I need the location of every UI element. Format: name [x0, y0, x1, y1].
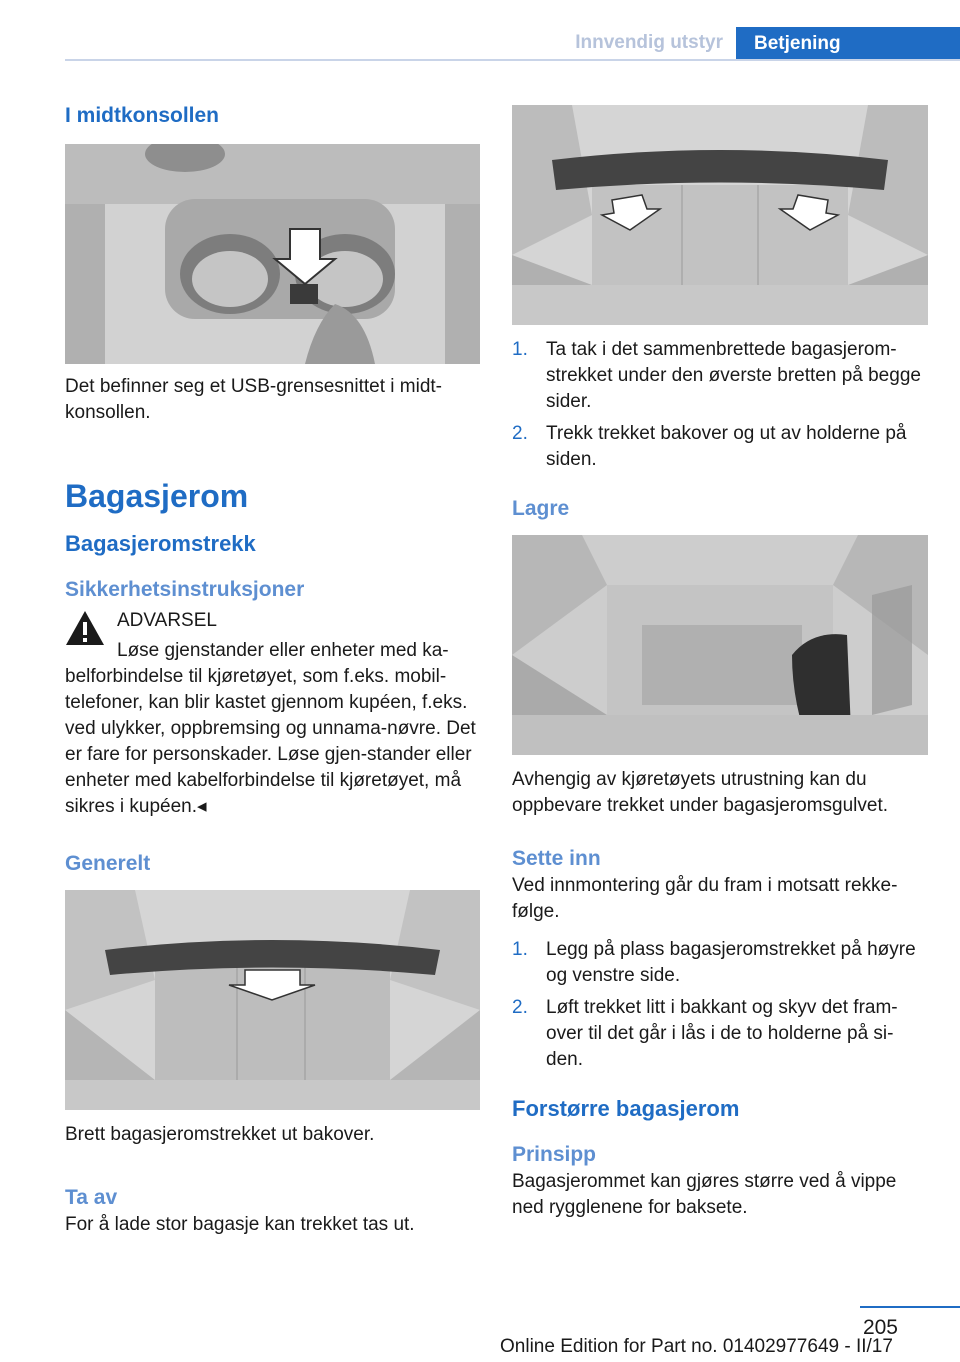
sette-inn-text: Ved innmontering går du fram i motsatt rekke-følge.	[512, 875, 898, 922]
usb-description: Det befinner seg et USB-grensesnittet i midt-konsollen.	[65, 376, 443, 423]
step-text: Ta tak i det sammenbrettede bagasjerom-strekket under den øverste bretten på begge sider.	[546, 339, 921, 412]
bagasjeromstrekk-heading: Bagasjeromstrekk	[65, 531, 256, 556]
step-number: 1.	[512, 939, 528, 960]
generelt-text: Brett bagasjeromstrekket ut bakover.	[65, 1124, 375, 1145]
step-text: Løft trekket litt i bakkant og skyv det fram-over til det går i lås i de to holderne på si-den.	[546, 997, 898, 1070]
forstorre-heading: Forstørre bagasjerom	[512, 1096, 740, 1121]
prinsipp-heading: Prinsipp	[512, 1143, 597, 1166]
step-number: 2.	[512, 423, 528, 444]
warning-icon	[65, 610, 105, 646]
warning-text-first: Løse gjenstander eller enheter med ka-	[117, 640, 449, 661]
edition-note: Online Edition for Part no. 01402977649 - II/17	[500, 1336, 893, 1357]
lagre-heading: Lagre	[512, 497, 570, 520]
warning-block	[65, 608, 480, 820]
step-text: Trekk trekket bakover og ut av holderne på siden.	[546, 423, 907, 470]
cargo-cover-remove-image	[512, 105, 928, 325]
list-item	[512, 337, 928, 415]
header-rule	[65, 59, 960, 61]
console-usb-image	[65, 144, 480, 364]
lagre-text: Avhengig av kjøretøyets utrustning kan du oppbevare trekket under bagasjeromsgulvet.	[512, 769, 889, 816]
page-number: 205	[862, 1316, 898, 1339]
list-item	[512, 995, 928, 1073]
right-column	[512, 105, 928, 1221]
warning-text-rest: belforbindelse til kjøretøyet, som f.eks. mobil-telefoner, kan blir kastet gjennom kupéen, f.eks. ved ulykker, oppbremsing og unnama-nøvre. Det er fare for personskader. Løse gjen-stander eller enheter med kabelforbindelse til kjøretøyet, må sikres i kupéen.◂	[65, 666, 476, 817]
header-chapter-tab: Betjening	[736, 27, 960, 61]
step-text: Legg på plass bagasjeromstrekket på høyre og venstre side.	[546, 939, 916, 986]
header-section-tab: Innvendig utstyr	[575, 32, 723, 53]
cargo-cover-extended-image	[65, 890, 480, 1110]
prinsipp-text: Bagasjerommet kan gjøres større ved å vippe ned rygglenene for baksete.	[512, 1171, 897, 1218]
step-number: 1.	[512, 339, 528, 360]
list-item	[512, 937, 928, 989]
warning-title: ADVARSEL	[117, 610, 217, 631]
sikkerhet-heading: Sikkerhetsinstruksjoner	[65, 578, 305, 601]
ta-av-text: For å lade stor bagasje kan trekket tas ut.	[65, 1214, 415, 1235]
midtkonsoll-heading: I midtkonsollen	[65, 104, 220, 127]
remove-steps	[512, 337, 928, 473]
list-item	[512, 421, 928, 473]
ta-av-heading: Ta av	[65, 1186, 118, 1209]
insert-steps	[512, 937, 928, 1073]
cargo-storage-image	[512, 535, 928, 755]
bagasjerom-title: Bagasjerom	[65, 478, 249, 514]
sette-inn-heading: Sette inn	[512, 847, 601, 870]
generelt-heading: Generelt	[65, 852, 151, 875]
footer-rule	[860, 1306, 960, 1308]
step-number: 2.	[512, 997, 528, 1018]
left-column	[65, 102, 480, 1238]
